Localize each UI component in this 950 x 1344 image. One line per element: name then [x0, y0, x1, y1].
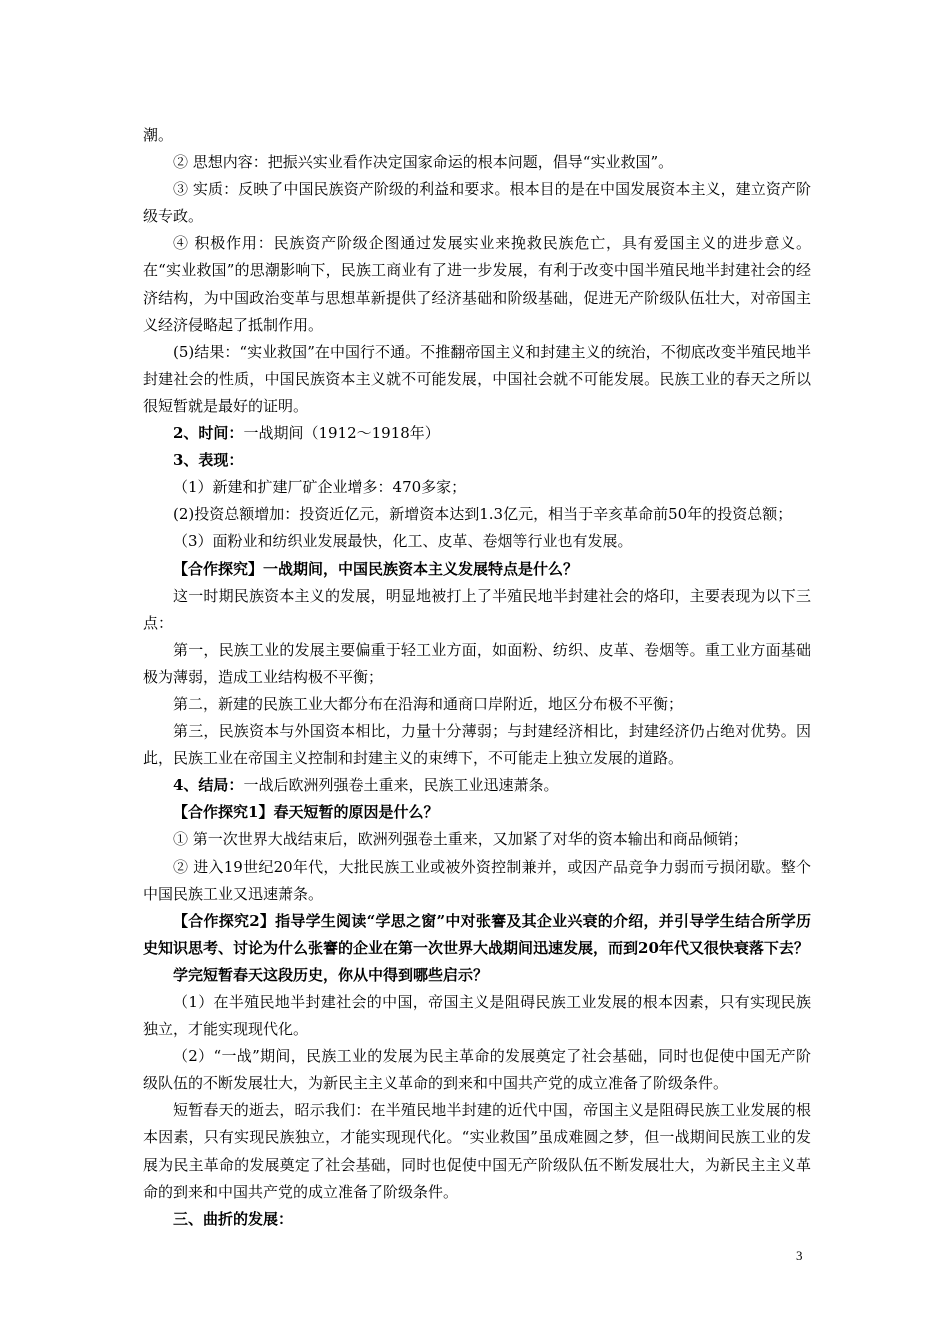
paragraph: 第一，民族工业的发展主要偏重于轻工业方面，如面粉、纺织、皮革、卷烟等。重工业方面基础极为薄弱，造成工业结构极不平衡；	[143, 640, 811, 686]
paragraph: ③ 实质：反映了中国民族资产阶级的利益和要求。根本目的是在中国发展资本主义，建立资产阶级专政。	[143, 180, 811, 226]
paragraph: (2)投资总额增加：投资近亿元，新增资本达到1.3亿元，相当于辛亥革命前50年的投资总额；	[173, 505, 793, 524]
paragraph: （1）新建和扩建厂矿企业增多：470多家；	[173, 478, 467, 497]
paragraph: 第二，新建的民族工业大都分布在沿海和通商口岸附近，地区分布极不平衡；	[173, 694, 684, 713]
paragraph: ② 思想内容：把振兴实业看作决定国家命运的根本问题，倡导“实业救国”。	[173, 153, 674, 172]
paragraph: ① 第一次世界大战结束后，欧洲列强卷土重来，又加紧了对华的资本输出和商品倾销；	[173, 830, 748, 849]
paragraph: 学完短暂春天这段历史，你从中得到哪些启示？	[173, 965, 489, 984]
paragraph	[143, 772, 811, 799]
paragraph: 【合作探究1】春天短暂的原因是什么？	[173, 803, 439, 822]
paragraph: ④ 积极作用：民族资产阶级企图通过发展实业来挽救民族危亡，具有爱国主义的进步意义。在“实业救国”的思潮影响下，民族工商业有了进一步发展，有利于改变中国半殖民地半封建社会的经济结构，为中国政治变革与思想革新提供了经济基础和阶级基础，促进无产阶级队伍壮大，对帝国主义经济侵略起了抵制作用。	[143, 234, 811, 334]
paragraph: 【合作探究】一战期间，中国民族资本主义发展特点是什么？	[173, 559, 579, 578]
paragraph-lead: 2、时间：	[173, 424, 244, 443]
paragraph: （2）“一战”期间，民族工业的发展为民主革命的发展奠定了社会基础，同时也促使中国无产阶级队伍的不断发展壮大，为新民主主义革命的到来和中国共产党的成立准备了阶级条件。	[143, 1047, 811, 1093]
paragraph: （1）在半殖民地半封建社会的中国，帝国主义是阻碍民族工业发展的根本因素，只有实现民族独立，才能实现现代化。	[143, 993, 811, 1039]
paragraph: 3、表现：	[173, 451, 244, 470]
paragraph: 三、曲折的发展：	[173, 1209, 294, 1228]
paragraph: 第三，民族资本与外国资本相比，力量十分薄弱；与封建经济相比，封建经济仍占绝对优势。因此，民族工业在帝国主义控制和封建主义的束缚下，不可能走上独立发展的道路。	[143, 722, 811, 768]
page-number: 3	[796, 1248, 803, 1263]
paragraph: 短暂春天的逝去，昭示我们：在半殖民地半封建的近代中国，帝国主义是阻碍民族工业发展的根本因素，只有实现民族独立，才能实现现代化。“实业救国”虽成难圆之梦，但一战期间民族工业的发展为民主革命的发展奠定了社会基础，同时也促使中国无产阶级队伍不断发展壮大，为新民主主义革命的到来和中国共产党的成立准备了阶级条件。	[143, 1101, 811, 1201]
paragraph: 这一时期民族资本主义的发展，明显地被打上了半殖民地半封建社会的烙印，主要表现为以下三点：	[143, 586, 811, 632]
paragraph: （3）面粉业和纺织业发展最快，化工、皮革、卷烟等行业也有发展。	[173, 532, 633, 551]
paragraph-rest: 一战后欧洲列强卷土重来，民族工业迅速萧条。	[243, 776, 559, 795]
paragraph	[143, 420, 811, 447]
paragraph-lead: 4、结局：	[173, 776, 244, 795]
paragraph-rest: 一战期间（1912～1918年）	[243, 424, 440, 443]
document-body	[143, 122, 811, 1233]
paragraph: ② 进入19世纪20年代，大批民族工业或被外资控制兼并，或因产品竞争力弱而亏损闭歇。整个中国民族工业又迅速萧条。	[143, 857, 811, 903]
paragraph: (5)结果：“实业救国”在中国行不通。不推翻帝国主义和封建主义的统治，不彻底改变半殖民地半封建社会的性质，中国民族资本主义就不可能发展，中国社会就不可能发展。民族工业的春天之所以很短暂就是最好的证明。	[143, 342, 811, 415]
paragraph: 潮。	[143, 126, 174, 144]
paragraph: 【合作探究2】指导学生阅读“学思之窗”中对张謇及其企业兴衰的介绍，并引导学生结合所学历史知识思考、讨论为什么张謇的企业在第一次世界大战期间迅速发展，而到20年代又很快衰落下去？	[143, 911, 811, 957]
